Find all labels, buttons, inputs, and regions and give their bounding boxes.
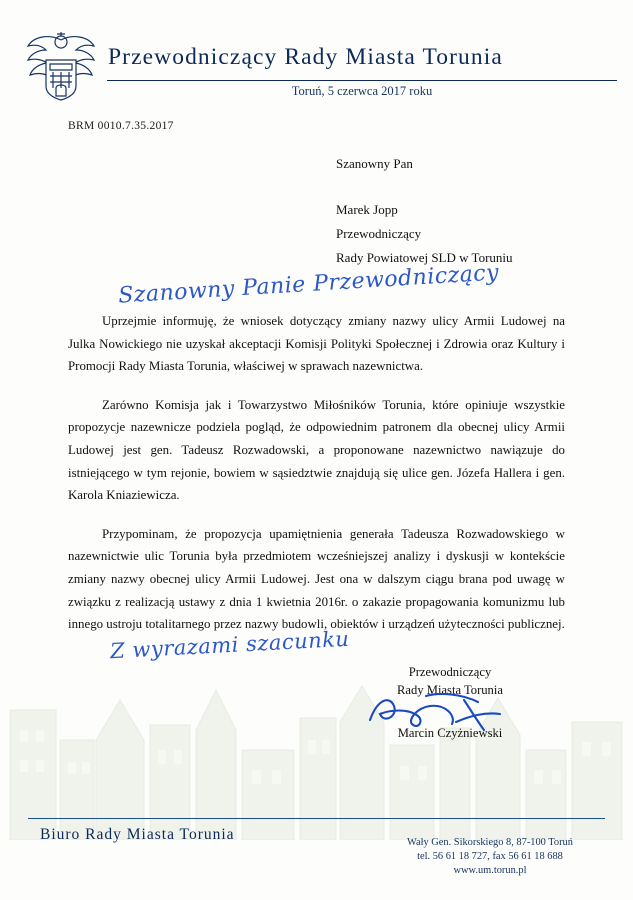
- eagle-crest-icon: [22, 30, 100, 102]
- signatory-role-line1: Przewodniczący: [408, 665, 492, 679]
- letterhead: [0, 0, 633, 120]
- paragraph-2: Zarówno Komisja jak i Towarzystwo Miłośników Torunia, które opiniuje wszystkie propozycje nazewnicze podziela pogląd, że odpowiednim patronem dla obecnej ulicy Armii Ludowej jest gen. Tadeusz Rozwadowski, a proponowane nazewnictwo nawiązuje do istniejącego w tym rejonie, bowiem w sąsiedztwie znajdują się ulice gen. Józefa Hallera i gen. Karola Kniaziewicza.: [68, 397, 565, 503]
- signatory-name: Marcin Czyżniewski: [397, 726, 503, 740]
- signature-title-block: [330, 663, 570, 699]
- handwritten-greeting: Szanowny Panie Przewodniczący: [117, 260, 500, 309]
- addressee-block: [336, 152, 513, 270]
- letterhead-divider: [107, 80, 617, 81]
- footer-website[interactable]: www.um.torun.pl: [453, 865, 527, 876]
- footer-divider: [28, 818, 605, 819]
- place-and-date: Toruń, 5 czerwca 2017 roku: [291, 84, 433, 98]
- letter-body: [68, 310, 565, 652]
- addressee-name: Marek Jopp: [336, 202, 398, 217]
- footer-address: Wały Gen. Sikorskiego 8, 87-100 Toruń: [407, 837, 573, 848]
- addressee-organization: Rady Powiatowej SLD w Toruniu: [336, 250, 513, 265]
- footer-office: Biuro Rady Miasta Torunia: [40, 826, 235, 843]
- paragraph-1: Uprzejmie informuję, że wniosek dotyczący zmiany nazwy ulicy Armii Ludowej na Julka Nowickiego nie uzyskał akceptacji Komisji Polityki Społecznej i Zdrowia oraz Kultury i Promocji Rady Miasta Torunia, właściwej w sprawach nazewnictwa.: [68, 314, 565, 374]
- letterhead-title: Przewodniczący Rady Miasta Torunia: [108, 44, 503, 70]
- signatory-role-line2: Rady Miasta Torunia: [397, 683, 503, 697]
- paragraph-3: Przypominam, że propozycja upamiętnienia generała Tadeusza Rozwadowskiego w nazewnictwie ulic Torunia była przedmiotem wcześniejszej analizy i dyskusji w kontekście zmiany nazwy obecnej ulicy Armii Ludowej. Jest ona w dalszym ciągu brana pod uwagę w związku z realizacją ustawy z dnia 1 kwietnia 2016r. o zakazie propagowania komunizmu lub innego ustroju totalitarnego przez nazwy budowli, obiektów i urządzeń użyteczności publicznej.: [68, 526, 565, 632]
- reference-number: BRM 0010.7.35.2017: [68, 120, 174, 132]
- addressee-salutation: Szanowny Pan: [336, 156, 413, 171]
- footer-contact: [375, 836, 605, 878]
- footer-phone: tel. 56 61 18 727, fax 56 61 18 688: [417, 851, 563, 862]
- handwritten-closing: Z wyrazami szacunku: [109, 626, 350, 664]
- addressee-role: Przewodniczący: [336, 226, 422, 241]
